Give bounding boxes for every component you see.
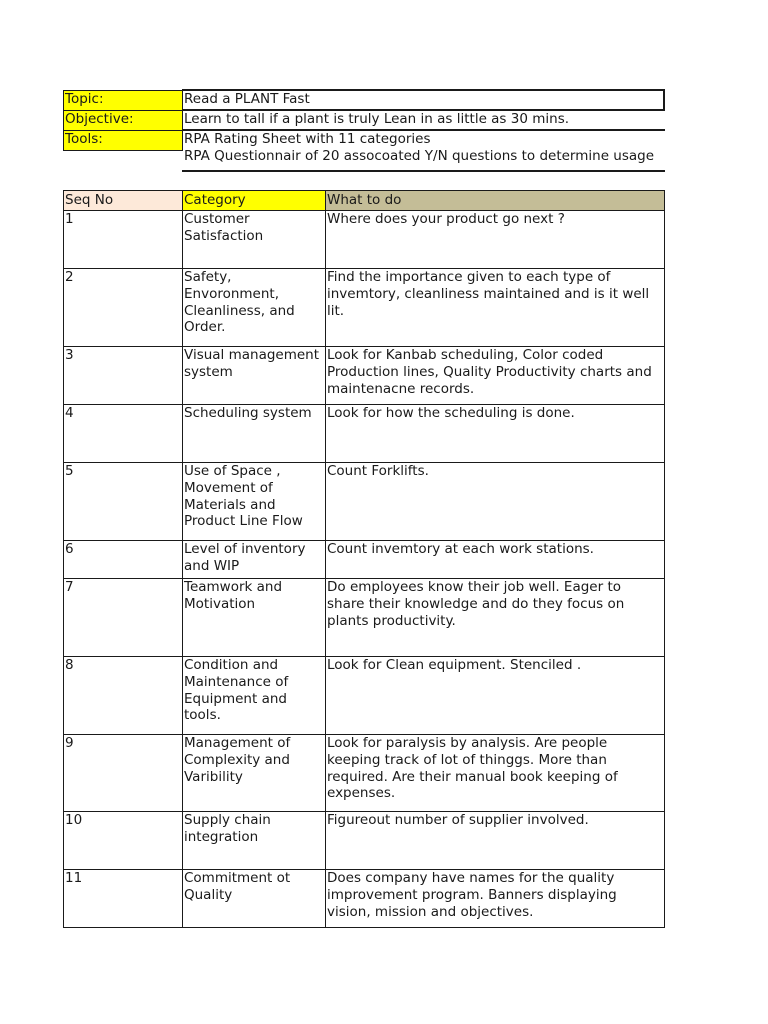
topic-value: Read a PLANT Fast	[184, 91, 310, 107]
grid-line	[63, 734, 665, 735]
todo-cell: Count invemtory at each work stations.	[327, 541, 594, 557]
seq-cell: 1	[65, 211, 74, 227]
todo-cell: Where does your product go next ?	[327, 211, 565, 227]
seq-cell: 8	[65, 657, 74, 673]
header-border	[182, 89, 665, 91]
grid-line	[63, 927, 665, 928]
grid-line	[63, 190, 665, 191]
header-border	[663, 89, 665, 111]
column-header-category: Category	[182, 191, 325, 210]
grid-line	[63, 210, 665, 211]
column-header-what-to-do: What to do	[325, 191, 664, 210]
grid-line	[63, 656, 665, 657]
grid-line	[63, 268, 665, 269]
seq-cell: 11	[65, 870, 83, 886]
header-border	[182, 90, 183, 151]
category-cell: Supply chain integration	[184, 812, 271, 845]
objective-value: Learn to tall if a plant is truly Lean in as little as 30 mins.	[184, 111, 570, 127]
todo-cell: Look for Clean equipment. Stenciled .	[327, 657, 582, 673]
todo-cell: Look for paralysis by analysis. Are people keeping track of lot of thinggs. More than required. Are their manual book keeping of expenses.	[327, 735, 618, 802]
category-cell: Teamwork and Motivation	[184, 579, 283, 612]
column-header-seq: Seq No	[63, 191, 182, 210]
seq-cell: 5	[65, 463, 74, 479]
grid-line	[664, 190, 665, 928]
grid-line	[63, 462, 665, 463]
header-border	[63, 130, 183, 131]
category-cell: Use of Space , Movement of Materials and Product Line Flow	[184, 463, 303, 530]
category-cell: Safety, Envoronment, Cleanliness, and Order.	[184, 269, 295, 336]
header-border	[63, 90, 183, 91]
tools-line-2: RPA Questionnair of 20 assocoated Y/N questions to determine usage	[184, 148, 655, 164]
grid-line	[63, 578, 665, 579]
grid-line	[325, 190, 326, 928]
header-border	[182, 170, 665, 172]
todo-cell: Figureout number of supplier involved.	[327, 812, 589, 828]
seq-cell: 4	[65, 405, 74, 421]
header-border	[63, 150, 183, 151]
category-cell: Customer Satisfaction	[184, 211, 264, 244]
category-cell: Scheduling system	[184, 405, 312, 421]
seq-cell: 7	[65, 579, 74, 595]
grid-line	[63, 346, 665, 347]
todo-cell: Do employees know their job well. Eager to share their knowledge and do they focus on plants productivity.	[327, 579, 625, 629]
category-cell: Condition and Maintenance of Equipment and tools.	[184, 657, 289, 724]
tools-label: Tools:	[63, 130, 182, 150]
category-cell: Management of Complexity and Varibility	[184, 735, 291, 785]
seq-cell: 2	[65, 269, 74, 285]
seq-cell: 10	[65, 812, 83, 828]
todo-cell: Look for how the scheduling is done.	[327, 405, 575, 421]
grid-line	[182, 190, 183, 928]
category-cell: Level of inventory and WIP	[184, 541, 306, 574]
header-border	[63, 90, 64, 151]
category-cell: Visual management system	[184, 347, 320, 380]
grid-line	[63, 404, 665, 405]
topic-label: Topic:	[63, 90, 182, 110]
tools-line-1: RPA Rating Sheet with 11 categories	[184, 131, 431, 147]
header-border	[63, 110, 183, 111]
seq-cell: 6	[65, 541, 74, 557]
category-cell: Commitment ot Quality	[184, 870, 291, 903]
grid-line	[63, 869, 665, 870]
header-border	[182, 109, 665, 111]
todo-cell: Find the importance given to each type of invemtory, cleanliness maintained and is it well lit.	[327, 269, 650, 319]
seq-cell: 3	[65, 347, 74, 363]
todo-cell: Count Forklifts.	[327, 463, 429, 479]
seq-cell: 9	[65, 735, 74, 751]
grid-line	[63, 811, 665, 812]
todo-cell: Look for Kanbab scheduling, Color coded Production lines, Quality Productivity charts and maintenacne records.	[327, 347, 652, 397]
todo-cell: Does company have names for the quality improvement program. Banners displaying vision, mission and objectives.	[327, 870, 617, 920]
grid-line	[63, 540, 665, 541]
header-border	[182, 129, 665, 131]
objective-label: Objective:	[63, 110, 182, 130]
grid-line	[63, 190, 64, 928]
